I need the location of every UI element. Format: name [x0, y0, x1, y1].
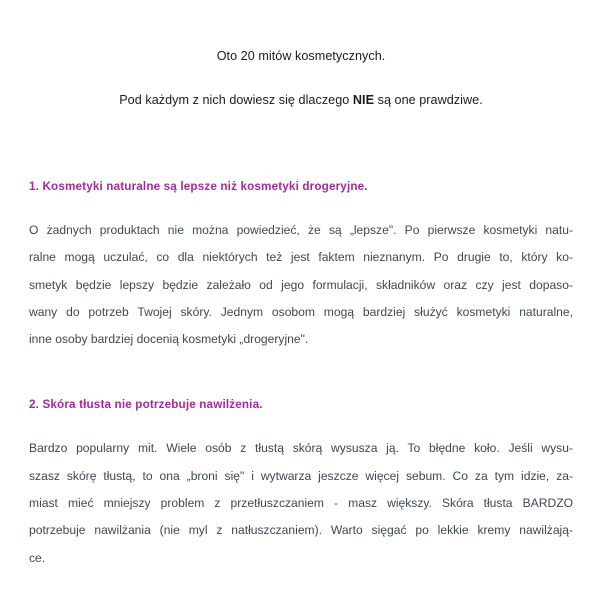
myth-body-1	[29, 217, 573, 353]
intro-subtitle-part-after: są one prawdziwe.	[374, 93, 483, 107]
myth-section-1	[29, 179, 573, 353]
body-line: potrzebuje nawilżania (nie myl z natłuszczaniem). Warto sięgać po lekkie kremy nawilżają-	[29, 523, 573, 538]
myth-heading-2: 2. Skóra tłusta nie potrzebuje nawilżenia.	[29, 398, 263, 412]
myth-sections	[29, 179, 573, 572]
body-line: smetyk będzie lepszy będzie zależało od jego formulacji, składników oraz czy jest dopaso-	[29, 277, 573, 292]
body-line: O żadnych produktach nie można powiedzieć, że są „lepsze". Po pierwsze kosmetyki natu-	[29, 223, 573, 237]
myth-section-2	[29, 397, 573, 571]
body-line: Bardzo popularny mit. Wiele osób z tłustą skórą wysusza ją. To błędne koło. Jeśli wysu-	[29, 441, 573, 456]
body-line: miast mieć mniejszy problem z przetłuszczaniem - masz większy. Skóra tłusta BARDZO	[29, 496, 573, 511]
body-line: ce.	[29, 550, 46, 565]
body-line: ralne mogą uczulać, co dla niektórych też jest faktem nieznanym. Po drugie to, który ko-	[29, 250, 573, 265]
body-line: wany do potrzeb Twojej skóry. Jednym osobom mogą bardziej służyć kosmetyki naturalne,	[29, 304, 573, 319]
body-line: inne osoby bardziej docenią kosmetyki „drogeryjne".	[29, 332, 309, 347]
intro-line-title: Oto 20 mitów kosmetycznych.	[216, 49, 386, 63]
myth-body-2	[29, 435, 573, 571]
intro-block	[29, 48, 573, 109]
body-line: szasz skórę tłustą, to ona „broni się" i wytwarza jeszcze więcej sebum. Co za tym idzie, za-	[29, 468, 573, 483]
myth-heading-1: 1. Kosmetyki naturalne są lepsze niż kosmetyki drogeryjne.	[29, 180, 368, 193]
intro-subtitle-emphasis: NIE	[352, 93, 375, 107]
intro-line-subtitle	[29, 92, 573, 109]
intro-subtitle-part-before: Pod każdym z nich dowiesz się dlaczego	[119, 93, 353, 107]
